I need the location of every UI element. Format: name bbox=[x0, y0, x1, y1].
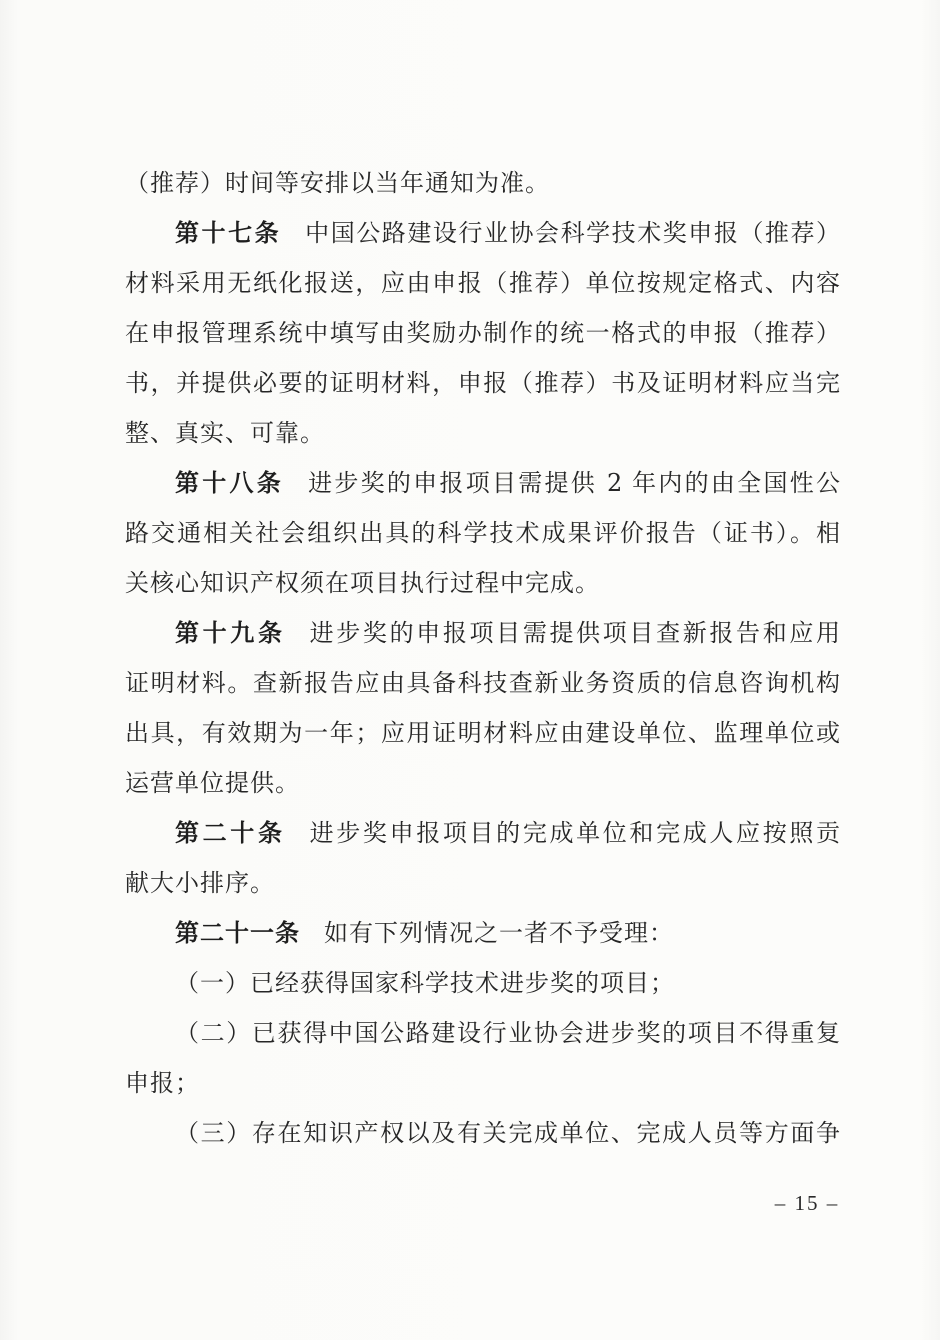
text-line: 证明材料。查新报告应由具备科技查新业务资质的信息咨询机构 bbox=[125, 669, 840, 697]
article-label: 第二十一条 bbox=[175, 919, 300, 947]
text-line: （推荐）时间等安排以当年通知为准。 bbox=[125, 169, 550, 197]
article-label: 第十七条 bbox=[175, 219, 282, 247]
page-number: – 15 – bbox=[774, 1191, 840, 1215]
text-line: 关核心知识产权须在项目执行过程中完成。 bbox=[125, 569, 600, 597]
text-line: 进步奖申报项目的完成单位和完成人应按照贡 bbox=[309, 819, 840, 847]
article-19-first-line bbox=[125, 608, 840, 658]
text-line: 如有下列情况之一者不予受理： bbox=[324, 919, 674, 947]
document-body bbox=[125, 158, 840, 1158]
article-20-first-line bbox=[125, 808, 840, 858]
text-line: 献大小排序。 bbox=[125, 869, 275, 897]
list-item: （三）存在知识产权以及有关完成单位、完成人员等方面争 bbox=[175, 1119, 840, 1147]
text-line: 申报； bbox=[125, 1069, 200, 1097]
text-line: 材料采用无纸化报送，应由申报（推荐）单位按规定格式、内容 bbox=[125, 269, 840, 297]
article-18-first-line bbox=[125, 458, 840, 508]
article-label: 第十八条 bbox=[175, 469, 285, 497]
article-label: 第二十条 bbox=[175, 819, 286, 847]
text-line: 运营单位提供。 bbox=[125, 769, 300, 797]
text-line: 整、真实、可靠。 bbox=[125, 419, 325, 447]
article-17-first-line bbox=[125, 208, 840, 258]
text-line: 出具，有效期为一年；应用证明材料应由建设单位、监理单位或 bbox=[125, 719, 840, 747]
text-line: 路交通相关社会组织出具的科学技术成果评价报告（证书）。相 bbox=[125, 519, 840, 547]
text-line: 进步奖的申报项目需提供项目查新报告和应用 bbox=[309, 619, 840, 647]
text-line: 中国公路建设行业协会科学技术奖申报（推荐） bbox=[305, 219, 840, 247]
text-line: 在申报管理系统中填写由奖励办制作的统一格式的申报（推荐） bbox=[125, 319, 840, 347]
text-line: 书，并提供必要的证明材料，申报（推荐）书及证明材料应当完 bbox=[125, 369, 840, 397]
text-line: 进步奖的申报项目需提供 2 年内的由全国性公 bbox=[308, 469, 840, 497]
article-label: 第十九条 bbox=[175, 619, 286, 647]
list-item: （二）已获得中国公路建设行业协会进步奖的项目不得重复 bbox=[175, 1019, 840, 1047]
list-item: （一）已经获得国家科学技术进步奖的项目； bbox=[175, 969, 675, 997]
article-21-first-line bbox=[125, 908, 840, 958]
